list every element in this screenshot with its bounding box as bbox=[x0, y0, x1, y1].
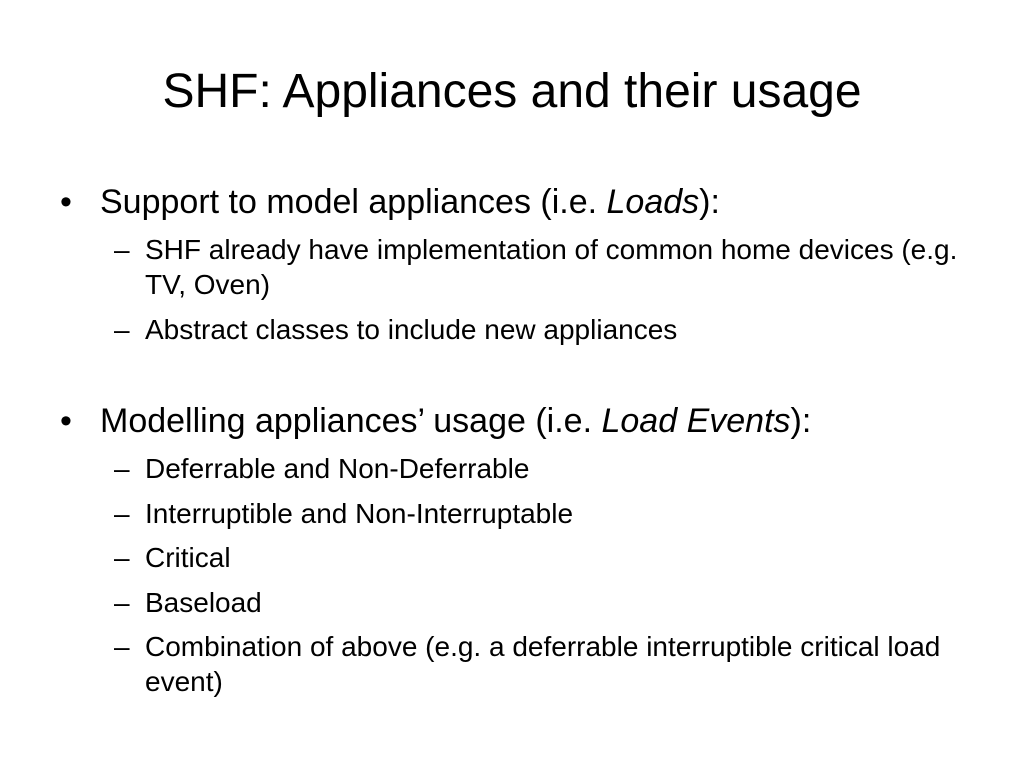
subitem-marker: – bbox=[114, 234, 130, 265]
subitem-text: Abstract classes to include new appliances bbox=[145, 314, 678, 345]
subitem-text: Critical bbox=[145, 542, 231, 573]
subitem-critical bbox=[114, 540, 964, 575]
bullet-marker: • bbox=[60, 183, 72, 221]
subitem-marker: – bbox=[114, 587, 130, 618]
bullet-emphasis: Load Events bbox=[601, 402, 791, 440]
subitem-text: Interruptible and Non-Interruptable bbox=[145, 498, 574, 529]
subitem-marker: – bbox=[114, 314, 130, 345]
subitem-marker: – bbox=[114, 631, 130, 662]
bullet-text bbox=[100, 401, 811, 441]
bullet-text-after: ): bbox=[790, 402, 812, 440]
subitem-text: SHF already have implementation of common home devices (e.g. TV, Oven) bbox=[145, 234, 958, 300]
subitem-text: Combination of above (e.g. a deferrable interruptible critical load event) bbox=[145, 631, 941, 697]
subitem-text: Baseload bbox=[145, 587, 262, 618]
bullet-marker: • bbox=[60, 402, 72, 440]
subitem-abstract-classes bbox=[114, 312, 964, 347]
subitem-baseload bbox=[114, 585, 964, 620]
subitem-text: Deferrable and Non-Deferrable bbox=[145, 453, 530, 484]
subitem-deferrable bbox=[114, 451, 964, 486]
bullet-text-before: Modelling appliances’ usage (i.e. bbox=[100, 402, 602, 440]
subitem-marker: – bbox=[114, 498, 130, 529]
subitem-marker: – bbox=[114, 453, 130, 484]
subitem-interruptible bbox=[114, 496, 964, 531]
bullet-text bbox=[100, 182, 720, 222]
subitem-marker: – bbox=[114, 542, 130, 573]
bullet-text-after: ): bbox=[699, 183, 720, 221]
bullet-text-before: Support to model appliances (i.e. bbox=[100, 183, 607, 221]
slide-title: SHF: Appliances and their usage bbox=[162, 65, 862, 118]
subitem-combination bbox=[114, 629, 964, 699]
subitem-common-devices bbox=[114, 232, 964, 302]
bullet-emphasis: Loads bbox=[606, 183, 700, 221]
